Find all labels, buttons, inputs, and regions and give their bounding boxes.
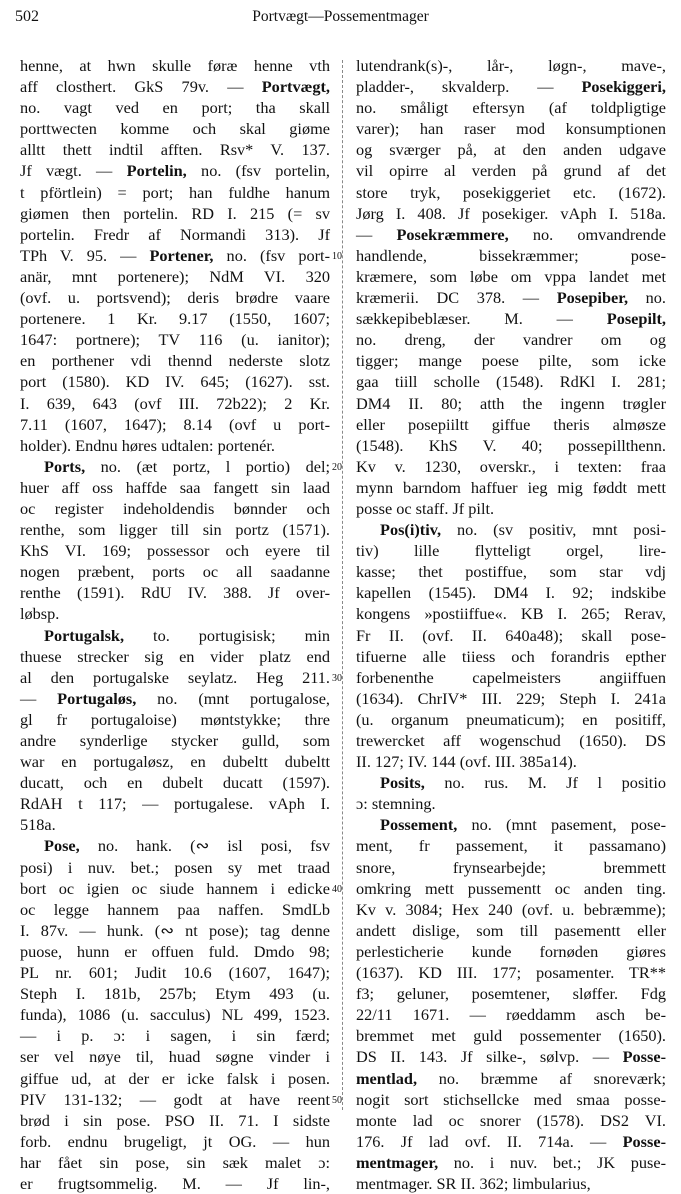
text-span: TPh V. 95. — (20, 245, 150, 265)
text-line (356, 1131, 666, 1152)
text-line (356, 603, 666, 624)
text-span: handlende, bissekræmmer; pose- (356, 245, 666, 265)
text-span: oc legge hannem paa naffen. SmdLb (20, 899, 330, 919)
text-line (356, 835, 666, 856)
text-span: ser vel nøye til, huad søgne vinder i (20, 1047, 330, 1067)
text-span: ment, fr passement, it passamano) (356, 836, 666, 856)
text-line (20, 1068, 330, 1089)
column-divider (342, 60, 343, 1110)
text-span: — (20, 688, 58, 708)
text-span: kræmere, som løbe om vppa landet met (356, 266, 666, 286)
page-number: 502 (15, 8, 39, 25)
text-span: Kv v. 3084; Hex 240 (ovf. u. bebræmme); (356, 899, 666, 919)
headword: Possement, (380, 815, 458, 835)
text-line (20, 603, 330, 624)
text-line (356, 688, 666, 709)
text-line (356, 625, 666, 646)
text-span: tigger; mange poese pilte, som icke (356, 351, 666, 371)
text-line (356, 793, 666, 814)
text-line (356, 1152, 666, 1173)
text-span: eller posepiiltt giffue theris almøsze (356, 414, 666, 434)
headword: Posse- (622, 1047, 666, 1067)
text-line (20, 329, 330, 350)
text-span: ɔ: stemning. (356, 794, 436, 814)
text-span: no. omvandrende (508, 224, 666, 244)
text-span: I. 87v. — hunk. (∾ nt pose); tag denne (20, 920, 330, 940)
text-line (356, 498, 666, 519)
text-span: brød i sin pose. PSO II. 71. I sidste (20, 1110, 330, 1130)
text-line (20, 287, 330, 308)
text-span: store tryk, posekiggeriet etc. (1672). (356, 182, 666, 202)
text-span: (1634). ChrIV* III. 229; Steph I. 241a (356, 688, 666, 708)
text-span: ducatt, och en dubelt ducatt (1597). (20, 773, 330, 793)
text-line (356, 561, 666, 582)
text-line (356, 519, 666, 540)
text-line (356, 203, 666, 224)
text-span: port (1580). KD IV. 645; (1627). sst. (20, 372, 330, 392)
right-column (356, 55, 666, 1194)
headword: Posekiggeri, (581, 77, 666, 97)
text-line (20, 920, 330, 941)
text-line (356, 814, 666, 835)
text-span: no. (æt portz, l portio) del; (85, 456, 330, 476)
text-line (20, 308, 330, 329)
text-line (20, 203, 330, 224)
headword: Posepiber, (556, 288, 629, 308)
text-span: er frugtsommelig. M. — Jf lin-, (20, 1173, 330, 1193)
text-line (20, 498, 330, 519)
text-line (356, 857, 666, 878)
text-span: pladder-, skvalderp. — (356, 77, 582, 97)
text-line (356, 308, 666, 329)
text-span: vil opirre al verden på grund af det (356, 161, 666, 181)
line-number: 20 (332, 461, 342, 473)
text-line (356, 899, 666, 920)
text-line (356, 350, 666, 371)
text-line (20, 814, 330, 835)
text-span: Kv v. 1230, overskr., i texten: fraa (356, 456, 666, 476)
text-span: posi) i nuv. bet.; posen sy met traad (20, 857, 330, 877)
text-line (356, 456, 666, 477)
text-span: puose, hunn er offuen fuld. Dmdo 98; (20, 941, 330, 961)
line-number: 40 (332, 883, 342, 895)
text-span: PIV 131-132; — godt at have reent (20, 1089, 330, 1109)
headword: Ports, (44, 456, 86, 476)
text-span: no. (mnt portugalose, (136, 688, 330, 708)
text-line (356, 287, 666, 308)
text-line (20, 97, 330, 118)
text-line (20, 835, 330, 856)
text-span: bremmet met guld possementer (1650). (356, 1026, 666, 1046)
text-span: no. rus. M. Jf l positio (424, 773, 666, 793)
text-span: forbenenthe capelmeisters angiiffuen (356, 667, 666, 687)
text-line (20, 477, 330, 498)
text-line (356, 393, 666, 414)
text-span: no. hank. (∾ isl posi, fsv (79, 836, 330, 856)
headword: Posekræmmere, (396, 224, 509, 244)
text-line (356, 118, 666, 139)
text-span: to. portugisisk; min (124, 625, 330, 645)
text-line (20, 139, 330, 160)
text-line (20, 1089, 330, 1110)
text-line (20, 1046, 330, 1067)
text-span: no. bræmme af snoreværk; (417, 1068, 666, 1088)
text-span: Fr II. (ovf. II. 640a48); skall pose- (356, 625, 666, 645)
text-line (356, 76, 666, 97)
text-line (356, 1046, 666, 1067)
text-line (356, 1110, 666, 1131)
text-span: oc register indeholdendis bønnder och (20, 498, 330, 518)
text-line (20, 667, 330, 688)
text-span: giømen then portelin. RD I. 215 (= sv (20, 203, 330, 223)
text-span: — (356, 224, 397, 244)
text-line (356, 646, 666, 667)
text-span: no. (mnt pasement, pose- (457, 815, 666, 835)
text-line (20, 983, 330, 1004)
text-line (20, 540, 330, 561)
text-line (20, 160, 330, 181)
text-span: gaa tiill scholle (1548). RdKl I. 281; (356, 372, 666, 392)
text-span: snore, frynsearbejde; bremmett (356, 857, 666, 877)
text-line (20, 1004, 330, 1025)
text-span: kasse; thet postiffue, som star vdj (356, 562, 666, 582)
text-line (20, 1173, 330, 1194)
text-span: (1637). KD III. 177; posamenter. TR** (356, 963, 666, 983)
text-span: huer aff oss haffde saa fangett sin laad (20, 477, 330, 497)
text-line (356, 667, 666, 688)
text-span: PL nr. 601; Judit 10.6 (1607, 1647); (20, 963, 330, 983)
headword: Portugalsk, (44, 625, 125, 645)
text-span: mynn barndom haffuer ieg mig føddt mett (356, 477, 666, 497)
text-span: forb. endnu brugeligt, jt OG. — hun (20, 1131, 330, 1151)
text-span: (u. organum pneumaticum); en positiff, (356, 709, 666, 729)
headword: Pose, (44, 836, 80, 856)
text-line (20, 962, 330, 983)
text-line (20, 266, 330, 287)
text-line (356, 772, 666, 793)
text-span: Jf vægt. — (20, 161, 127, 181)
text-line (356, 1004, 666, 1025)
headword: Portelin, (126, 161, 187, 181)
text-line (20, 76, 330, 97)
text-line (356, 97, 666, 118)
text-line (20, 245, 330, 266)
text-span: mentmager. SR II. 362; limbularius, (356, 1173, 591, 1193)
text-line (20, 456, 330, 477)
text-span: f3; geluner, posemtener, sløffer. Fdg (356, 984, 666, 1004)
text-span: kapellen (1545). DM4 I. 92; indskibe (356, 583, 666, 603)
text-span: DS II. 143. Jf silke-, sølvp. — (356, 1047, 623, 1067)
text-line (20, 730, 330, 751)
headword: Posits, (380, 773, 425, 793)
text-line (20, 878, 330, 899)
text-line (356, 55, 666, 76)
headword: Posse- (622, 1131, 666, 1151)
text-span: (1548). KhS V. 40; possepillthenn. (356, 435, 666, 455)
text-line (20, 182, 330, 203)
text-line (356, 730, 666, 751)
text-span: bort oc igien oc siude hannem i edicke (20, 878, 330, 898)
text-span: thuese strecker sig en vider platz end (20, 646, 330, 666)
headword: Posepilt, (606, 309, 666, 329)
text-span: aff closthert. GkS 79v. — (20, 77, 262, 97)
text-line (356, 414, 666, 435)
text-span: giffue ud, at der er icke falsk i posen. (20, 1068, 330, 1088)
text-line (20, 751, 330, 772)
text-line (20, 55, 330, 76)
text-span: no. (fsv portelin, (186, 161, 330, 181)
text-span: har fået sin pose, sin sæk malet ɔ: (20, 1152, 330, 1172)
text-span: no. småligt eftersyn (af toldpligtige (356, 98, 666, 118)
text-span: 22/11 1671. — røeddamm asch be- (356, 1005, 666, 1025)
text-line (20, 414, 330, 435)
text-span: gl fr portugaloise) møntstykke; thre (20, 709, 330, 729)
headword: Portener, (149, 245, 214, 265)
text-span: t pförtlein) = port; han fuldhe hanum (20, 182, 330, 202)
text-line (20, 393, 330, 414)
text-span: posse oc staff. Jf pilt. (356, 498, 495, 518)
left-column (20, 55, 330, 1194)
text-line (20, 646, 330, 667)
text-line (20, 772, 330, 793)
text-line (356, 983, 666, 1004)
running-head: Portvægt—Possementmager (252, 8, 429, 25)
text-span: no. i nuv. bet.; JK puse- (438, 1152, 666, 1172)
text-line (20, 519, 330, 540)
text-line (356, 1068, 666, 1089)
text-line (356, 329, 666, 350)
text-line (356, 182, 666, 203)
headword: Portugaløs, (57, 688, 137, 708)
text-span: trewercket aff wogenschud (1650). DS (356, 731, 666, 750)
text-span: kræmerii. DC 378. — (356, 288, 557, 308)
text-span: no. dreng, der vandrer om og (356, 330, 666, 350)
text-line (356, 920, 666, 941)
page-header (0, 8, 681, 32)
text-span: 7.11 (1607, 1647); 8.14 (ovf u port- (20, 414, 330, 434)
text-line (20, 1152, 330, 1173)
text-span: Jørg I. 408. Jf posekiger. vAph I. 518a. (356, 203, 666, 223)
text-line (356, 540, 666, 561)
text-line (20, 625, 330, 646)
text-span: anär, mnt portenere); NdM VI. 320 (20, 266, 330, 286)
text-line (356, 941, 666, 962)
text-line (20, 435, 330, 456)
text-span: holder). Endnu høres udtalen: portenér. (20, 435, 275, 455)
text-line (20, 857, 330, 878)
text-line (356, 435, 666, 456)
text-line (356, 266, 666, 287)
text-span: og sværger på, at den anden udgave (356, 140, 666, 160)
text-line (20, 941, 330, 962)
text-line (20, 118, 330, 139)
text-line (356, 224, 666, 245)
text-line (20, 582, 330, 603)
line-number: 30 (332, 672, 342, 684)
text-line (20, 899, 330, 920)
text-line (356, 709, 666, 730)
text-span: portelin. Fredr af Normandi 313). Jf (20, 224, 330, 244)
text-span: 1647: portnere); TV 116 (u. ianitor); (20, 330, 330, 350)
text-span: no. vagt ved en port; tha skall (20, 98, 330, 118)
text-span: RdAH t 117; — portugalese. vAph I. (20, 794, 330, 814)
text-span: lutendrank(s)-, lår-, løgn-, mave-, (356, 56, 666, 75)
text-span: omkring mett pussementt oc anden ting. (356, 878, 666, 898)
text-span: kongens »postiiffue«. KB I. 265; Rerav, (356, 604, 666, 624)
text-line (20, 371, 330, 392)
text-span: nogen præbent, ports oc all saadanne (20, 562, 330, 582)
text-span: war en portugaløsz, en dubeltt dubeltt (20, 752, 330, 772)
text-span: tifuerne alle tiiess och forandris epther (356, 646, 666, 666)
text-span: porttwecten komme och skal giøme (20, 119, 330, 139)
text-span: KhS VI. 169; possessor och eyere til (20, 541, 330, 561)
text-line (20, 1131, 330, 1152)
text-line (356, 245, 666, 266)
text-span: renthe, som ligger till sin portz (1571). (20, 520, 330, 540)
text-line (356, 878, 666, 899)
text-span: I. 639, 643 (ovf III. 72b22); 2 Kr. (20, 393, 330, 413)
text-line (20, 793, 330, 814)
headword: mentmager, (356, 1152, 439, 1172)
text-span: 518a. (20, 815, 56, 835)
text-line (356, 582, 666, 603)
text-span: no. (sv positiv, mnt posi- (441, 520, 666, 540)
text-span: alltt thett indtil afften. Rsv* V. 137. (20, 140, 330, 160)
text-span: al den portugalske seylatz. Heg 211. (20, 667, 330, 687)
text-line (356, 962, 666, 983)
text-span: løbsp. (20, 604, 60, 624)
text-span: funda), 1086 (u. sacculus) NL 499, 1523. (20, 1005, 330, 1025)
text-span: II. 127; IV. 144 (ovf. III. 385a14). (356, 752, 577, 772)
headword: mentlad, (356, 1068, 418, 1088)
text-span: — i p. ɔ: i sagen, i sin færd; (20, 1026, 330, 1046)
text-line (20, 688, 330, 709)
text-span: varer); han raser mod konsumptionen (356, 119, 666, 139)
text-line (356, 1025, 666, 1046)
text-span: Steph I. 181b, 257b; Etym 493 (u. (20, 984, 330, 1004)
text-line (20, 561, 330, 582)
text-span: portenere. 1 Kr. 9.17 (1550, 1607; (20, 309, 330, 329)
text-span: en porthener vdi thennd nederste slotz (20, 351, 330, 371)
text-line (20, 350, 330, 371)
text-span: 176. Jf lad ovf. II. 714a. — (356, 1131, 623, 1151)
headword: Portvægt, (261, 77, 330, 97)
headword: Pos(i)tiv, (380, 520, 442, 540)
text-span: andre synderlige stycker gulld, som (20, 731, 330, 750)
text-span: nogit sort stichsellcke med smaa posse- (356, 1089, 666, 1109)
text-line (356, 1173, 666, 1194)
text-span: no. (628, 288, 666, 308)
text-span: DM4 II. 80; atth the ingenn trøgler (356, 393, 666, 413)
text-line (20, 709, 330, 730)
text-span: henne, at hwn skulle føræ henne vth (20, 56, 330, 75)
text-span: no. (fsv port- (213, 245, 330, 265)
text-line (20, 1025, 330, 1046)
text-line (356, 371, 666, 392)
text-span: monte lad oc snorer (1578). DS2 VI. (356, 1110, 666, 1130)
text-line (356, 1089, 666, 1110)
text-span: renthe (1591). RdU IV. 388. Jf over- (20, 583, 330, 603)
text-line (356, 139, 666, 160)
text-span: tiv) lille flytteligt orgel, lire- (356, 541, 666, 561)
text-line (356, 160, 666, 181)
line-number: 50 (332, 1094, 342, 1106)
line-number: 10 (332, 250, 342, 262)
text-line (356, 477, 666, 498)
text-line (356, 751, 666, 772)
text-line (20, 1110, 330, 1131)
text-line (20, 224, 330, 245)
text-span: (ovf. u. portsvend); deris brødre vaare (20, 288, 330, 308)
text-span: andett dislige, som till pasementt eller (356, 920, 666, 940)
text-span: sækkepibeblæser. M. — (356, 309, 607, 329)
text-span: perlesticherie kunde fornøden giøres (356, 941, 666, 961)
